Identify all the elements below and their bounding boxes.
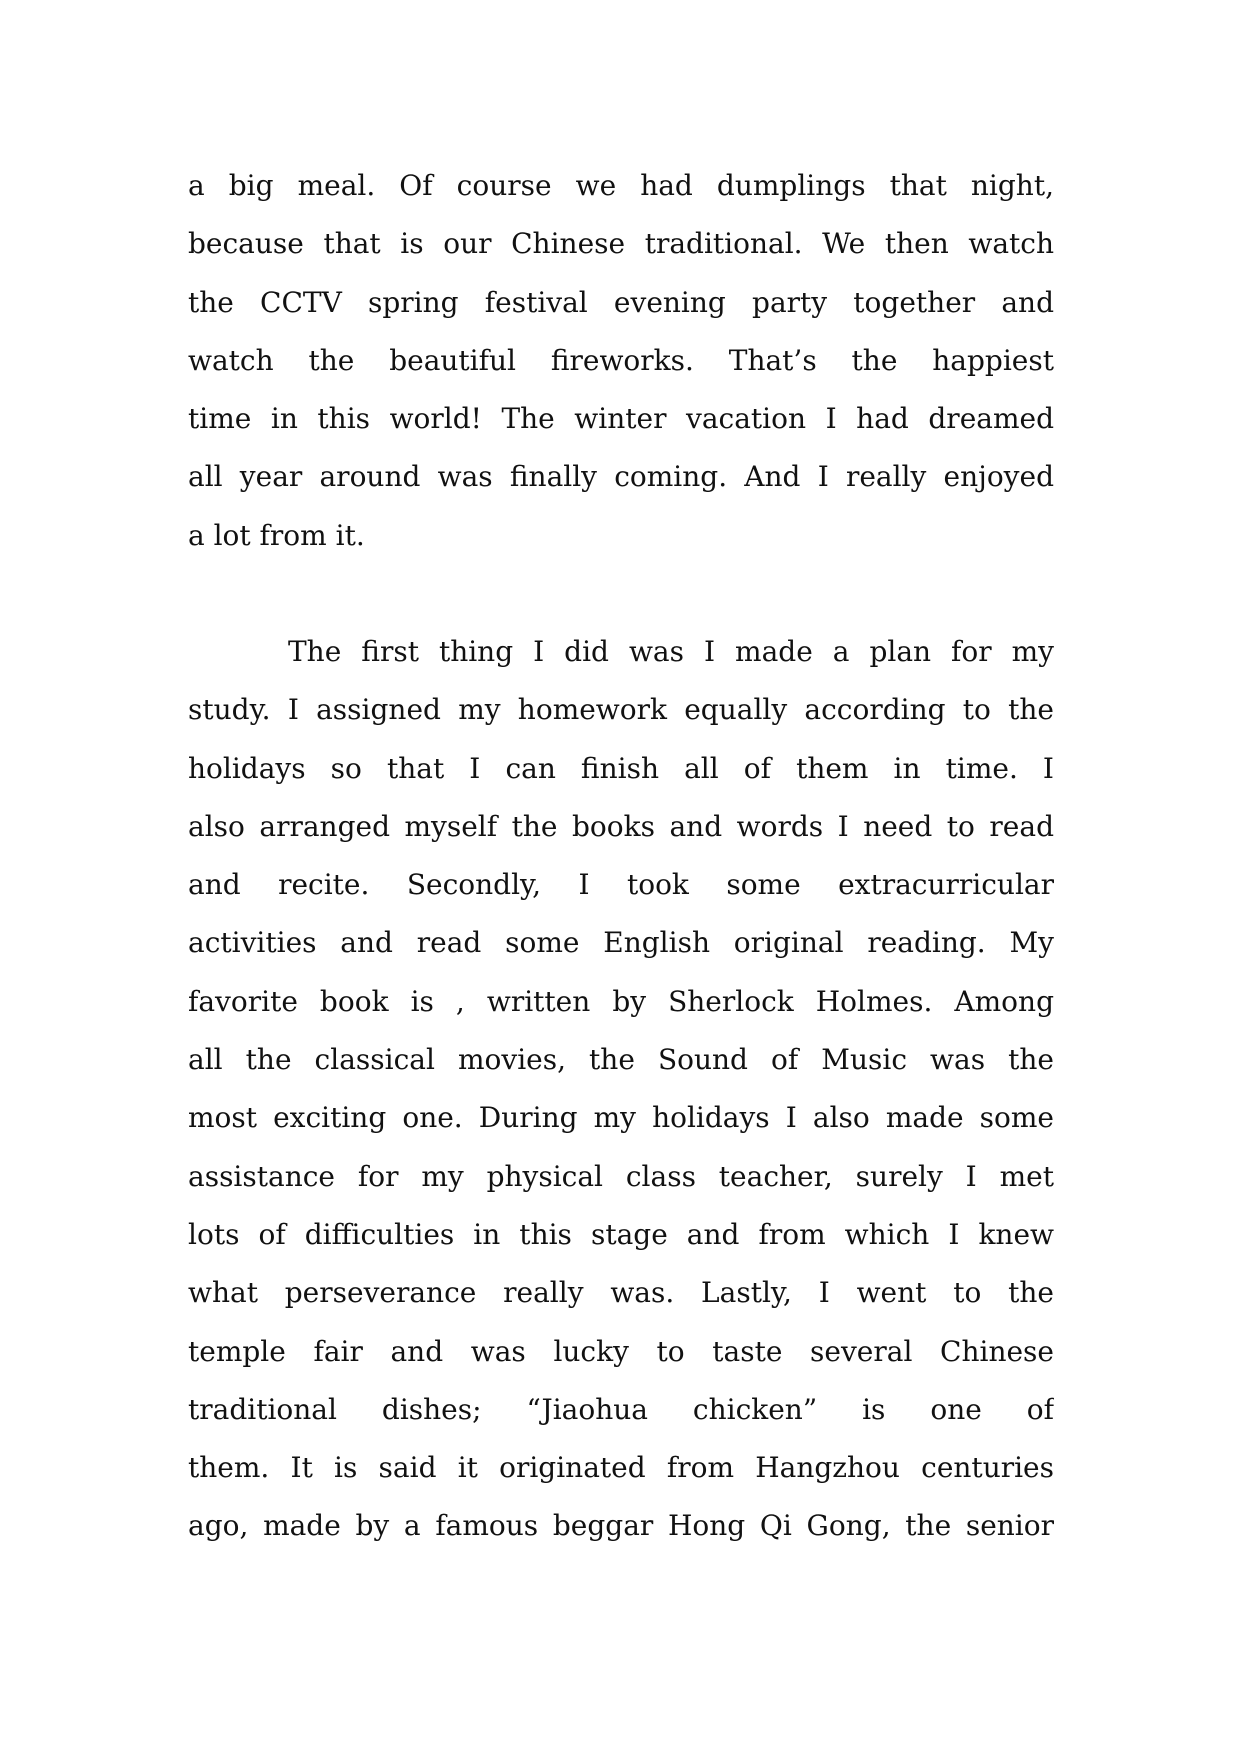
text-line: The first thing I did was I made a plan for my — [288, 635, 1054, 668]
text-line: the CCTV spring festival evening party together and — [188, 285, 1054, 319]
text-line: study. I assigned my homework equally according to the — [188, 693, 1054, 727]
text-line: a lot from it. — [188, 518, 365, 552]
text-line: lots of difficulties in this stage and from which I knew — [188, 1217, 1054, 1251]
text-line: a big meal. Of course we had dumplings that night, — [188, 169, 1054, 202]
text-line: all year around was finally coming. And I really enjoyed — [188, 460, 1054, 494]
text-line: assistance for my physical class teacher, surely I met — [188, 1159, 1054, 1193]
text-line: temple fair and was lucky to taste several Chinese — [188, 1334, 1054, 1368]
text-line: holidays so that I can finish all of them in time. I — [188, 751, 1054, 785]
text-line: traditional dishes; “Jiaohua chicken” is one of — [188, 1392, 1054, 1426]
text-line: because that is our Chinese traditional. We then watch — [188, 227, 1054, 261]
text-line: watch the beautiful fireworks. That’s the happiest — [188, 343, 1054, 377]
text-line: also arranged myself the books and words I need to read — [188, 809, 1054, 843]
text-line: what perseverance really was. Lastly, I went to the — [188, 1276, 1054, 1310]
text-line: all the classical movies, the Sound of Music was the — [188, 1043, 1054, 1077]
paragraph-1 — [188, 157, 1054, 565]
text-line: them. It is said it originated from Hangzhou centuries — [188, 1451, 1054, 1485]
text-line: ago, made by a famous beggar Hong Qi Gong, the senior — [188, 1509, 1054, 1543]
paragraph-2 — [188, 623, 1054, 1556]
text-line: activities and read some English original reading. My — [188, 926, 1054, 960]
text-line: most exciting one. During my holidays I also made some — [188, 1101, 1054, 1135]
text-line: and recite. Secondly, I took some extracurricular — [188, 868, 1054, 902]
text-line: time in this world! The winter vacation I had dreamed — [188, 402, 1054, 436]
text-line: favorite book is , written by Sherlock Holmes. Among — [188, 984, 1054, 1018]
